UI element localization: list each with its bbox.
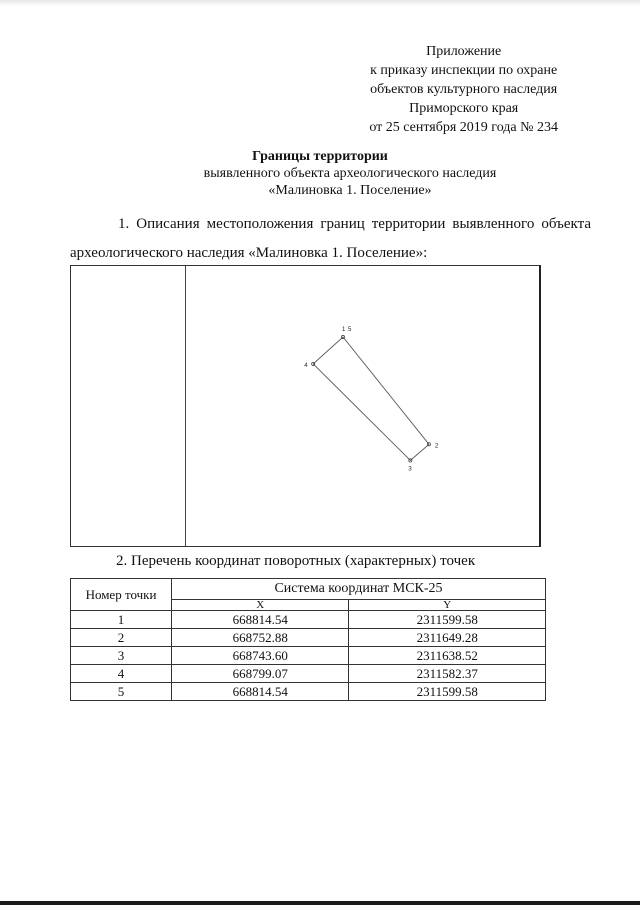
appendix-line: объектов культурного наследия: [370, 82, 558, 97]
x-coordinate-cell: 668814.54: [172, 683, 349, 701]
document-title: Границы территории: [252, 149, 388, 164]
table-row: [71, 665, 546, 683]
y-coordinate-cell: 2311599.58: [349, 611, 546, 629]
section-1-paragraph: [70, 210, 591, 268]
appendix-block: [369, 42, 558, 137]
column-header-x: X: [172, 600, 349, 611]
table-row: [71, 647, 546, 665]
boundary-point-label: 4: [304, 362, 308, 369]
appendix-line: Приложение: [426, 44, 502, 59]
scan-edge-top: [0, 0, 640, 6]
point-number-cell: 4: [71, 665, 172, 683]
boundary-line: [313, 337, 429, 460]
y-coordinate-cell: 2311599.58: [349, 683, 546, 701]
boundary-point-label: 3: [408, 466, 412, 473]
x-coordinate-cell: 668752.88: [172, 629, 349, 647]
object-name: «Малиновка 1. Поселение»: [268, 183, 432, 198]
y-coordinate-cell: 2311638.52: [349, 647, 546, 665]
document-subtitle: выявленного объекта археологического наследия: [203, 166, 497, 181]
scan-edge-bottom: [0, 901, 640, 905]
appendix-line: Приморского края: [409, 101, 519, 116]
section-1-line: 1. Описания местоположения границ территории выявленного объекта: [118, 216, 591, 232]
column-header-y: Y: [349, 600, 546, 611]
table-row: [71, 629, 546, 647]
y-coordinate-cell: 2311582.37: [349, 665, 546, 683]
appendix-line: к приказу инспекции по охране: [370, 63, 558, 78]
point-number-cell: 1: [71, 611, 172, 629]
boundary-point-label: 2: [434, 443, 439, 450]
y-coordinate-cell: 2311649.28: [349, 629, 546, 647]
x-coordinate-cell: 668743.60: [172, 647, 349, 665]
point-number-cell: 5: [71, 683, 172, 701]
x-coordinate-cell: 668814.54: [172, 611, 349, 629]
document-heading: [0, 148, 640, 199]
column-header-point-number: Номер точки: [71, 579, 172, 611]
section-1-line: археологического наследия «Малиновка 1. Поселение»:: [70, 245, 428, 261]
boundary-point-label: 5: [348, 327, 352, 333]
point-number-cell: 3: [71, 647, 172, 665]
appendix-line: от 25 сентября 2019 года № 234: [369, 120, 558, 135]
column-header-coordinate-system: Система координат МСК-25: [172, 579, 546, 600]
boundary-polygon-drawing: [71, 266, 542, 548]
section-2-title: 2. Перечень координат поворотных (характерных) точек: [116, 553, 476, 569]
x-coordinate-cell: 668799.07: [172, 665, 349, 683]
boundary-scheme: [70, 265, 541, 547]
table-row: [71, 611, 546, 629]
point-number-cell: 2: [71, 629, 172, 647]
coordinates-table: [70, 578, 546, 701]
table-row: [71, 683, 546, 701]
boundary-point-label: 1: [342, 327, 346, 333]
